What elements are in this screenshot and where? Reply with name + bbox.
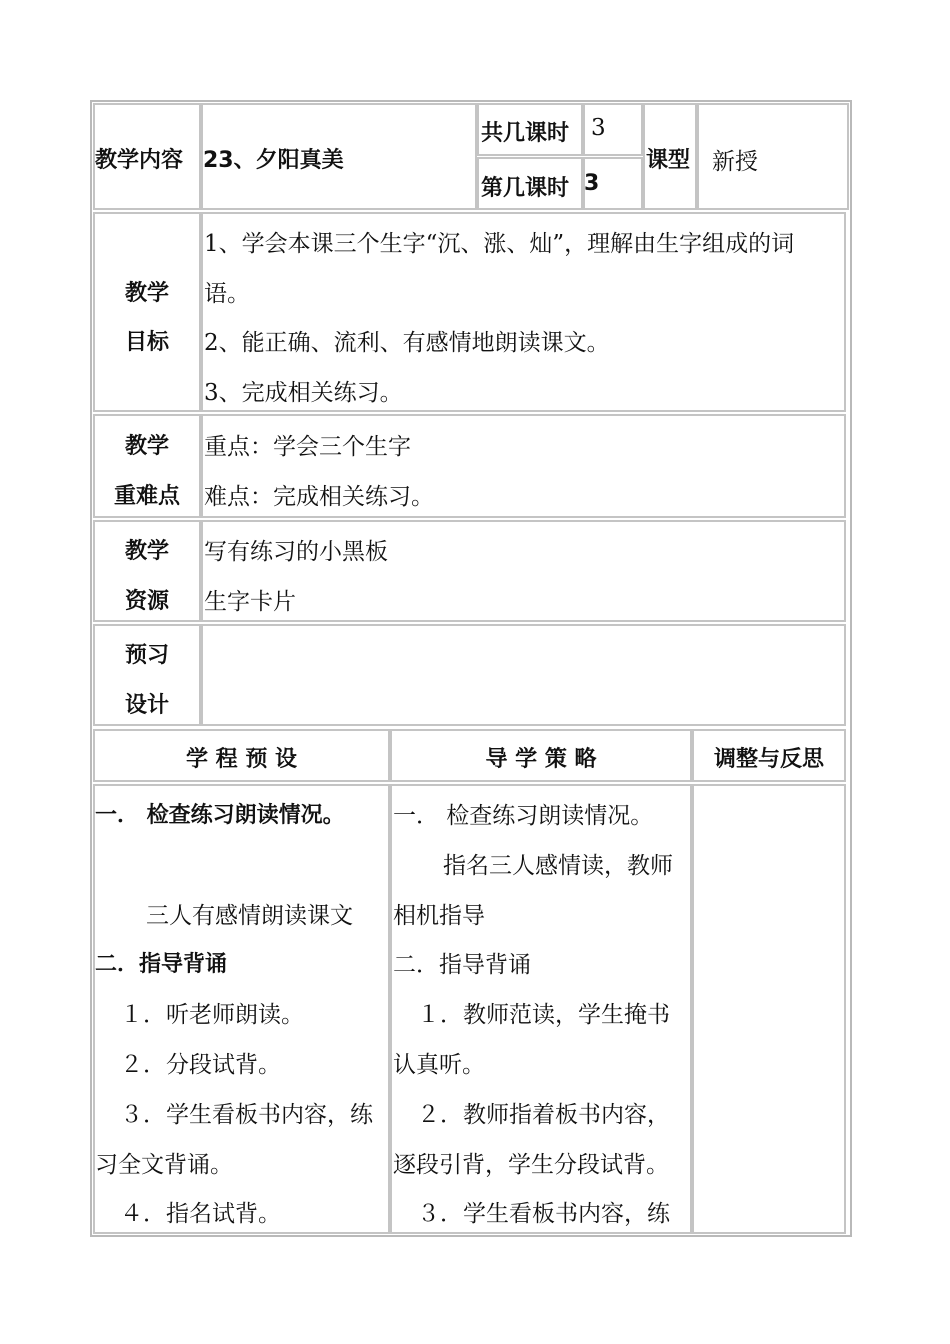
preview-label-line2: 设计 <box>124 693 169 718</box>
process-line: ４．指名试背。 <box>120 1201 281 1227</box>
process-line: 一． 检查练习朗读情况。 <box>95 803 345 828</box>
goals-line: 2、能正确、流利、有感情地朗读课文。 <box>204 330 610 356</box>
preview-content-cell <box>201 624 846 726</box>
process-line: 三人有感情朗读课文 <box>146 903 353 929</box>
resources-line: 生字卡片 <box>204 589 296 615</box>
total-lessons-label: 共几课时 <box>481 121 570 146</box>
process-line: 习全文背诵。 <box>95 1152 233 1178</box>
goals-line: 3、完成相关练习。 <box>204 380 403 406</box>
goals-line: 1、学会本课三个生字“沉、涨、灿”，理解由生字组成的词 <box>204 231 795 257</box>
current-lesson-value: 3 <box>584 171 600 196</box>
keypoints-label-line1: 教学 <box>124 434 169 459</box>
keypoints-line: 难点：完成相关练习。 <box>204 484 434 510</box>
content-label: 教学内容 <box>95 148 184 173</box>
reflection-header: 调整与反思 <box>713 747 824 772</box>
strategy-line: ２．教师指着板书内容， <box>417 1102 670 1128</box>
strategy-line: ３．学生看板书内容，练 <box>417 1201 670 1227</box>
type-value: 新授 <box>712 149 758 175</box>
resources-label-line1: 教学 <box>124 539 169 564</box>
goals-label-cell <box>93 212 201 412</box>
resources-line: 写有练习的小黑板 <box>204 539 388 565</box>
strategy-line: １．教师范读，学生掩书 <box>417 1002 670 1028</box>
goals-line: 语。 <box>204 281 250 307</box>
goals-label-line1: 教学 <box>124 281 169 306</box>
process-header: 学 程 预 设 <box>186 747 297 772</box>
type-label: 课型 <box>646 148 691 173</box>
keypoints-label-line2: 重难点 <box>113 484 180 509</box>
goals-label-line2: 目标 <box>124 330 169 355</box>
strategy-line: 认真听。 <box>393 1052 485 1078</box>
process-line: ３．学生看板书内容，练 <box>120 1102 373 1128</box>
total-lessons-value: 3 <box>591 115 606 141</box>
process-line: 二．指导背诵 <box>95 952 228 977</box>
strategy-line: 指名三人感情读，教师 <box>443 853 673 879</box>
process-line: １．听老师朗读。 <box>120 1002 304 1028</box>
current-lesson-label: 第几课时 <box>481 176 570 201</box>
strategy-line: 逐段引背，学生分段试背。 <box>393 1152 669 1178</box>
resources-label-line2: 资源 <box>124 589 169 614</box>
strategy-line: 一． 检查练习朗读情况。 <box>393 803 654 829</box>
content-value: 23、夕阳真美 <box>203 148 344 173</box>
keypoints-line: 重点：学会三个生字 <box>204 434 411 460</box>
preview-label-line1: 预习 <box>124 643 169 668</box>
strategy-header: 导 学 策 略 <box>485 747 597 772</box>
strategy-line: 二．指导背诵 <box>393 952 531 978</box>
reflection-body-cell <box>692 784 846 1234</box>
strategy-line: 相机指导 <box>393 903 485 929</box>
process-line: ２．分段试背。 <box>120 1052 281 1078</box>
